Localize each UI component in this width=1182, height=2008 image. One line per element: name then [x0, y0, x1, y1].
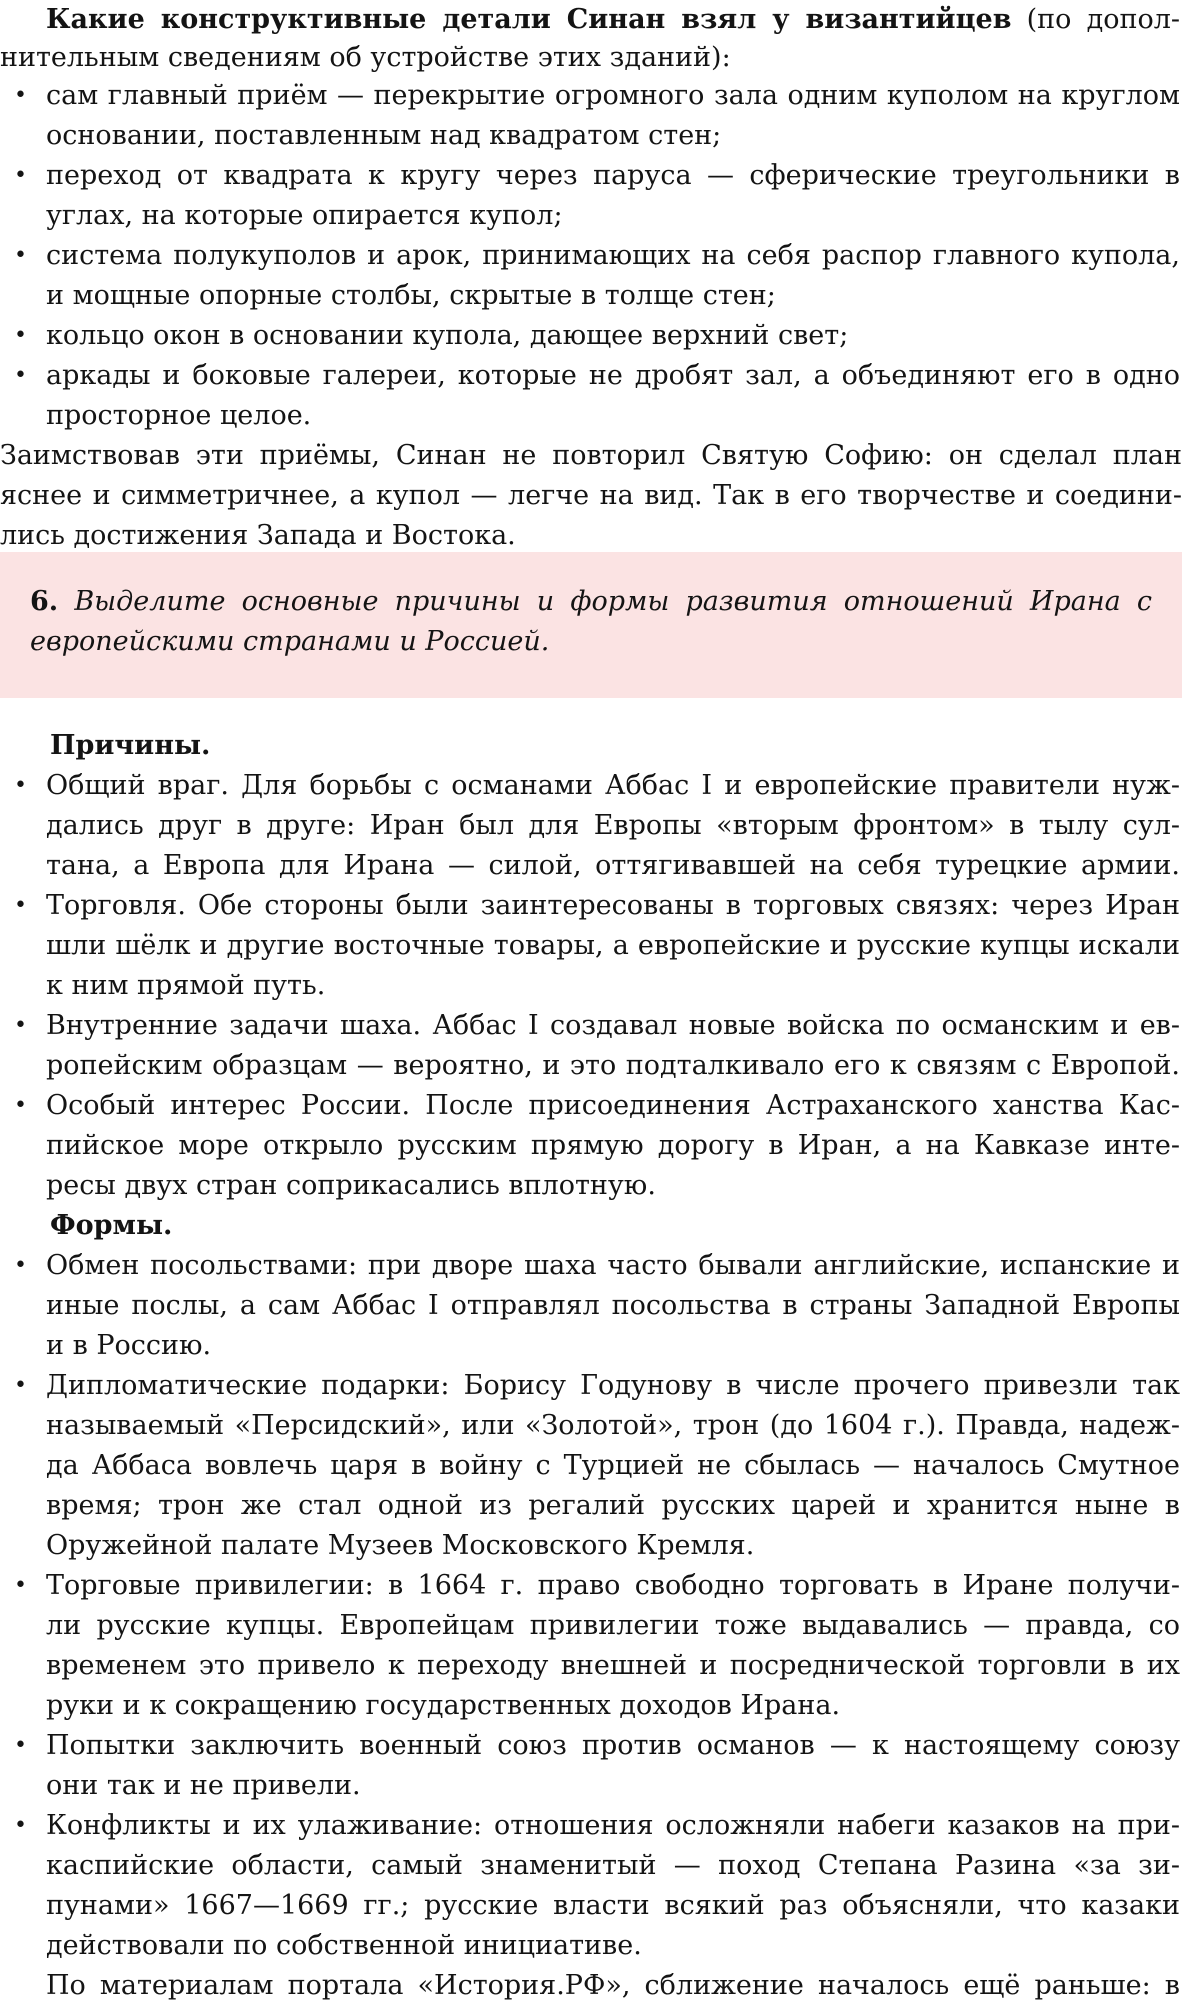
list-item-cont: действовали по собственной инициативе. — [46, 1930, 642, 1961]
list-item: кольцо окон в основании купола, дающее верхний свет; — [46, 320, 849, 351]
task-number: 6. — [30, 586, 59, 617]
task-line-1 — [30, 582, 1152, 622]
forms-heading: Формы. — [50, 1210, 173, 1241]
conclusion-line: яснее и симметричнее, а купол — легче на вид. Так в его творчестве и соедини- — [0, 480, 1182, 511]
list-item-cont: основании, поставленным над квадратом стен; — [46, 120, 722, 151]
list-item-cont: временем это привело к переходу внешней и посреднической торговли в их — [46, 1650, 1180, 1681]
list-item-cont: просторное целое. — [46, 400, 312, 431]
list-item: Торговля. Обе стороны были заинтересованы в торговых связях: через Иран — [46, 890, 1180, 921]
bullet-glyph: • — [14, 773, 27, 798]
list-item-cont: ли русские купцы. Европейцам привилегии тоже выдавались — правда, со — [46, 1610, 1180, 1641]
list-item-cont: тана, а Европа для Ирана — силой, оттягивавшей на себя турецкие армии. — [46, 850, 1180, 881]
list-item-cont: иные послы, а сам Аббас I отправлял посольства в страны Западной Европы — [46, 1290, 1180, 1321]
list-item: аркады и боковые галереи, которые не дробят зал, а объединяют его в одно — [46, 360, 1180, 391]
list-item-cont: к ним прямой путь. — [46, 970, 326, 1001]
list-item: Дипломатические подарки: Борису Годунову в числе прочего привезли так — [46, 1370, 1180, 1401]
list-item: переход от квадрата к кругу через паруса — сферические треугольники в — [46, 160, 1180, 191]
list-item-cont: называемый «Персидский», или «Золотой», трон (до 1604 г.). Правда, надеж- — [46, 1410, 1180, 1441]
list-item: Конфликты и их улаживание: отношения осложняли набеги казаков на при- — [46, 1810, 1180, 1841]
task-text-1: Выделите основные причины и формы развития отношений Ирана с — [74, 586, 1152, 617]
list-item: Особый интерес России. После присоединения Астраханского ханства Кас- — [46, 1090, 1180, 1121]
list-item: Попытки заключить военный союз против османов — к настоящему союзу — [46, 1730, 1180, 1761]
list-item-cont: дались друг в друге: Иран был для Европы «вторым фронтом» в тылу сул- — [46, 810, 1180, 841]
bullet-glyph: • — [14, 1733, 27, 1758]
task-line-2: европейскими странами и Россией. — [30, 626, 550, 657]
list-item: Торговые привилегии: в 1664 г. право свободно торговать в Иране получи- — [46, 1570, 1180, 1601]
bullet-glyph: • — [14, 243, 27, 268]
bullet-glyph: • — [14, 893, 27, 918]
list-item-cont: шли шёлк и другие восточные товары, а европейские и русские купцы искали — [46, 930, 1180, 961]
bullet-glyph: • — [14, 363, 27, 388]
list-item-cont: Оружейной палате Музеев Московского Кремля. — [46, 1530, 755, 1561]
bullet-glyph: • — [14, 163, 27, 188]
list-item-cont: ропейским образцам — вероятно, и это подталкивало его к связям с Европой. — [46, 1050, 1180, 1081]
intro-heading-bold: Какие конструктивные детали Синан взял у византийцев — [46, 4, 1012, 35]
intro-heading-rest: (по допол- — [1011, 4, 1180, 35]
conclusion-line: Заимствовав эти приёмы, Синан не повторил Святую Софию: он сделал план — [0, 440, 1182, 471]
bullet-glyph: • — [14, 1573, 27, 1598]
list-item: Внутренние задачи шаха. Аббас I создавал новые войска по османским и ев- — [46, 1010, 1180, 1041]
bullet-glyph: • — [14, 1093, 27, 1118]
bullet-glyph: • — [14, 1373, 27, 1398]
list-item-cont: да Аббаса вовлечь царя в войну с Турцией не сбылась — началось Смутное — [46, 1450, 1180, 1481]
list-item: Общий враг. Для борьбы с османами Аббас I и европейские правители нуж- — [46, 770, 1180, 801]
causes-heading: Причины. — [50, 730, 211, 761]
list-item-cont: пунами» 1667—1669 гг.; русские власти всякий раз объясняли, что казаки — [46, 1890, 1180, 1921]
list-item: система полукуполов и арок, принимающих на себя распор главного купола, — [46, 240, 1180, 271]
list-item: Обмен посольствами: при дворе шаха часто бывали английские, испанские и — [46, 1250, 1180, 1281]
conclusion-line: лись достижения Запада и Востока. — [0, 520, 516, 551]
final-paragraph-line: По материалам портала «История.РФ», сближение началось ещё раньше: в — [46, 1970, 1180, 2001]
list-item-cont: они так и не привели. — [46, 1770, 361, 1801]
intro-heading-line2: нительным сведениям об устройстве этих зданий): — [0, 42, 731, 73]
bullet-glyph: • — [14, 1813, 27, 1838]
list-item-cont: и в Россию. — [46, 1330, 212, 1361]
list-item-cont: руки и к сокращению государственных доходов Ирана. — [46, 1690, 841, 1721]
bullet-glyph: • — [14, 323, 27, 348]
bullet-glyph: • — [14, 1253, 27, 1278]
list-item-cont: время; трон же стал одной из регалий русских царей и хранится ныне в — [46, 1490, 1180, 1521]
list-item-cont: углах, на которые опирается купол; — [46, 200, 563, 231]
list-item-cont: каспийские области, самый знаменитый — поход Степана Разина «за зи- — [46, 1850, 1180, 1881]
list-item: сам главный приём — перекрытие огромного зала одним куполом на круглом — [46, 80, 1180, 111]
intro-heading — [46, 0, 1180, 40]
bullet-glyph: • — [14, 1013, 27, 1038]
list-item-cont: пийское море открыло русским прямую дорогу в Иран, а на Кавказе инте- — [46, 1130, 1180, 1161]
bullet-glyph: • — [14, 83, 27, 108]
list-item-cont: ресы двух стран соприкасались вплотную. — [46, 1170, 656, 1201]
list-item-cont: и мощные опорные столбы, скрытые в толще стен; — [46, 280, 776, 311]
